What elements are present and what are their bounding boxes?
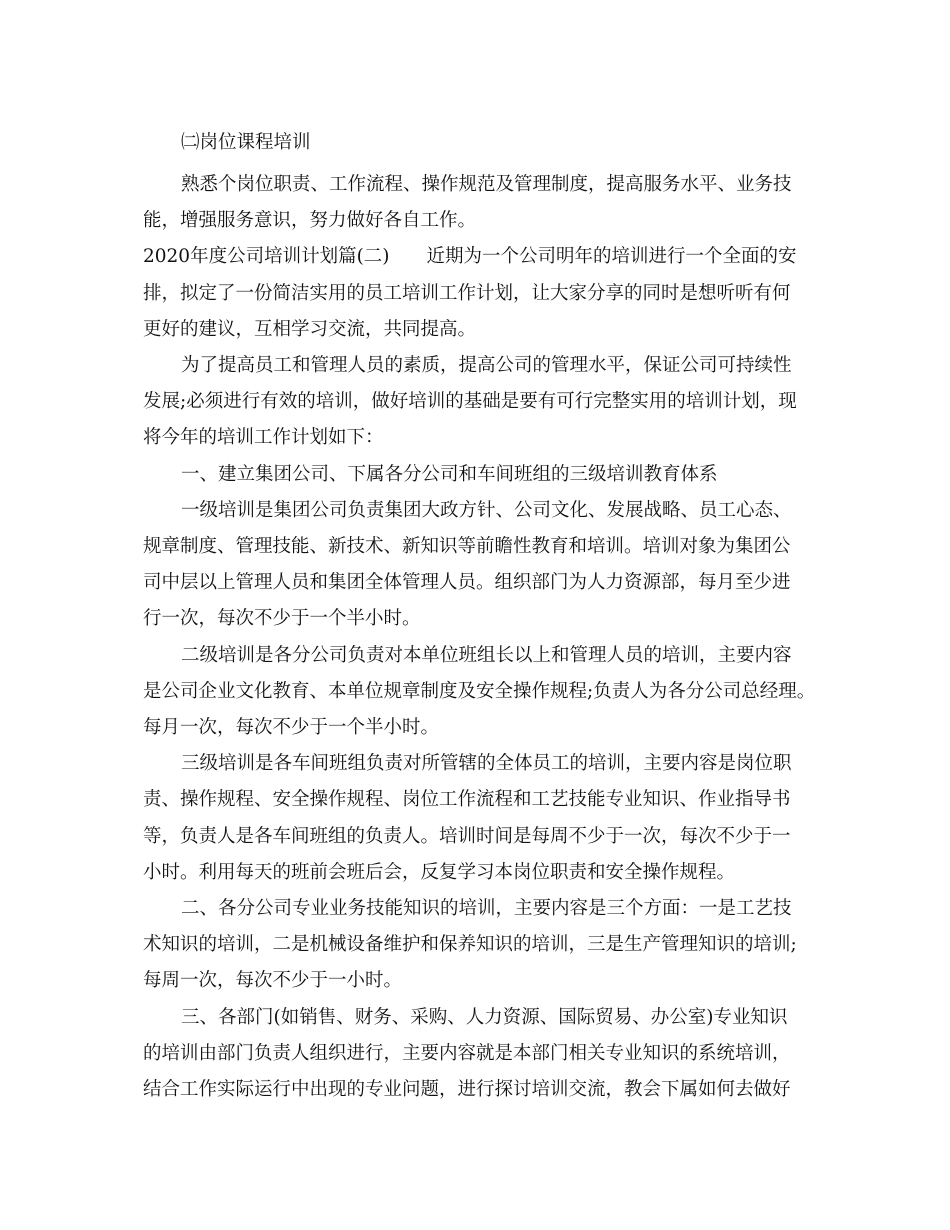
paragraph-line: 结合工作实际运行中出现的专业问题，进行探讨培训交流，教会下属如何去做好 xyxy=(143,1079,791,1100)
paragraph-line: 三、各部门(如销售、财务、采购、人力资源、国际贸易、办公室)专业知识 xyxy=(181,1007,788,1028)
paragraph-line: 每月一次，每次不少于一个半小时。 xyxy=(143,717,440,738)
paragraph-line: 的培训由部门负责人组织进行，主要内容就是本部门相关专业知识的系统培训， xyxy=(143,1043,791,1064)
paragraph-line: 责、操作规程、安全操作规程、岗位工作流程和工艺技能专业知识、作业指导书 xyxy=(143,789,791,810)
paragraph-line: 2020年度公司培训计划篇(二) 近期为一个公司明年的培训进行一个全面的安 xyxy=(143,246,797,267)
paragraph-line: 二级培训是各分公司负责对本单位班组长以上和管理人员的培训，主要内容 xyxy=(181,645,792,666)
paragraph-line: 发展;必须进行有效的培训，做好培训的基础是要有可行完整实用的培训计划，现 xyxy=(143,391,797,412)
section-heading: 一、建立集团公司、下属各分公司和车间班组的三级培训教育体系 xyxy=(181,464,718,485)
paragraph-line: 三级培训是各车间班组负责对所管辖的全体员工的培训，主要内容是岗位职 xyxy=(181,753,792,774)
paragraph-line: 排，拟定了一份简洁实用的员工培训工作计划，让大家分享的同时是想听听有何 xyxy=(143,283,791,304)
paragraph-line: 更好的建议，互相学习交流，共同提高。 xyxy=(143,319,477,340)
paragraph-line: 规章制度、管理技能、新技术、新知识等前瞻性教育和培训。培训对象为集团公 xyxy=(143,536,791,557)
paragraph-line: 熟悉个岗位职责、工作流程、操作规范及管理制度，提高服务水平、业务技 xyxy=(181,174,792,195)
paragraph-line: 一级培训是集团公司负责集团大政方针、公司文化、发展战略、员工心态、 xyxy=(181,500,792,521)
paragraph-line: 司中层以上管理人员和集团全体管理人员。组织部门为人力资源部，每月至少进 xyxy=(143,572,791,593)
paragraph-line: 是公司企业文化教育、本单位规章制度及安全操作规程;负责人为各分公司总经理。 xyxy=(143,681,816,702)
paragraph-line: 行一次，每次不少于一个半小时。 xyxy=(143,608,421,629)
paragraph-line: 为了提高员工和管理人员的素质，提高公司的管理水平，保证公司可持续性 xyxy=(181,355,792,376)
paragraph-line: 每周一次，每次不少于一小时。 xyxy=(143,970,403,991)
paragraph-line: 二、各分公司专业业务技能知识的培训，主要内容是三个方面：一是工艺技 xyxy=(181,898,792,919)
paragraph-line: 将今年的培训工作计划如下： xyxy=(143,427,384,448)
section-heading: ㈡岗位课程培训 xyxy=(181,132,311,153)
paragraph-line: 小时。利用每天的班前会班后会，反复学习本岗位职责和安全操作规程。 xyxy=(143,862,736,883)
paragraph-line: 能，增强服务意识，努力做好各自工作。 xyxy=(143,210,477,231)
paragraph-line: 等，负责人是各车间班组的负责人。培训时间是每周不少于一次，每次不少于一 xyxy=(143,826,791,847)
paragraph-line: 术知识的培训，二是机械设备维护和保养知识的培训，三是生产管理知识的培训; xyxy=(143,934,797,955)
